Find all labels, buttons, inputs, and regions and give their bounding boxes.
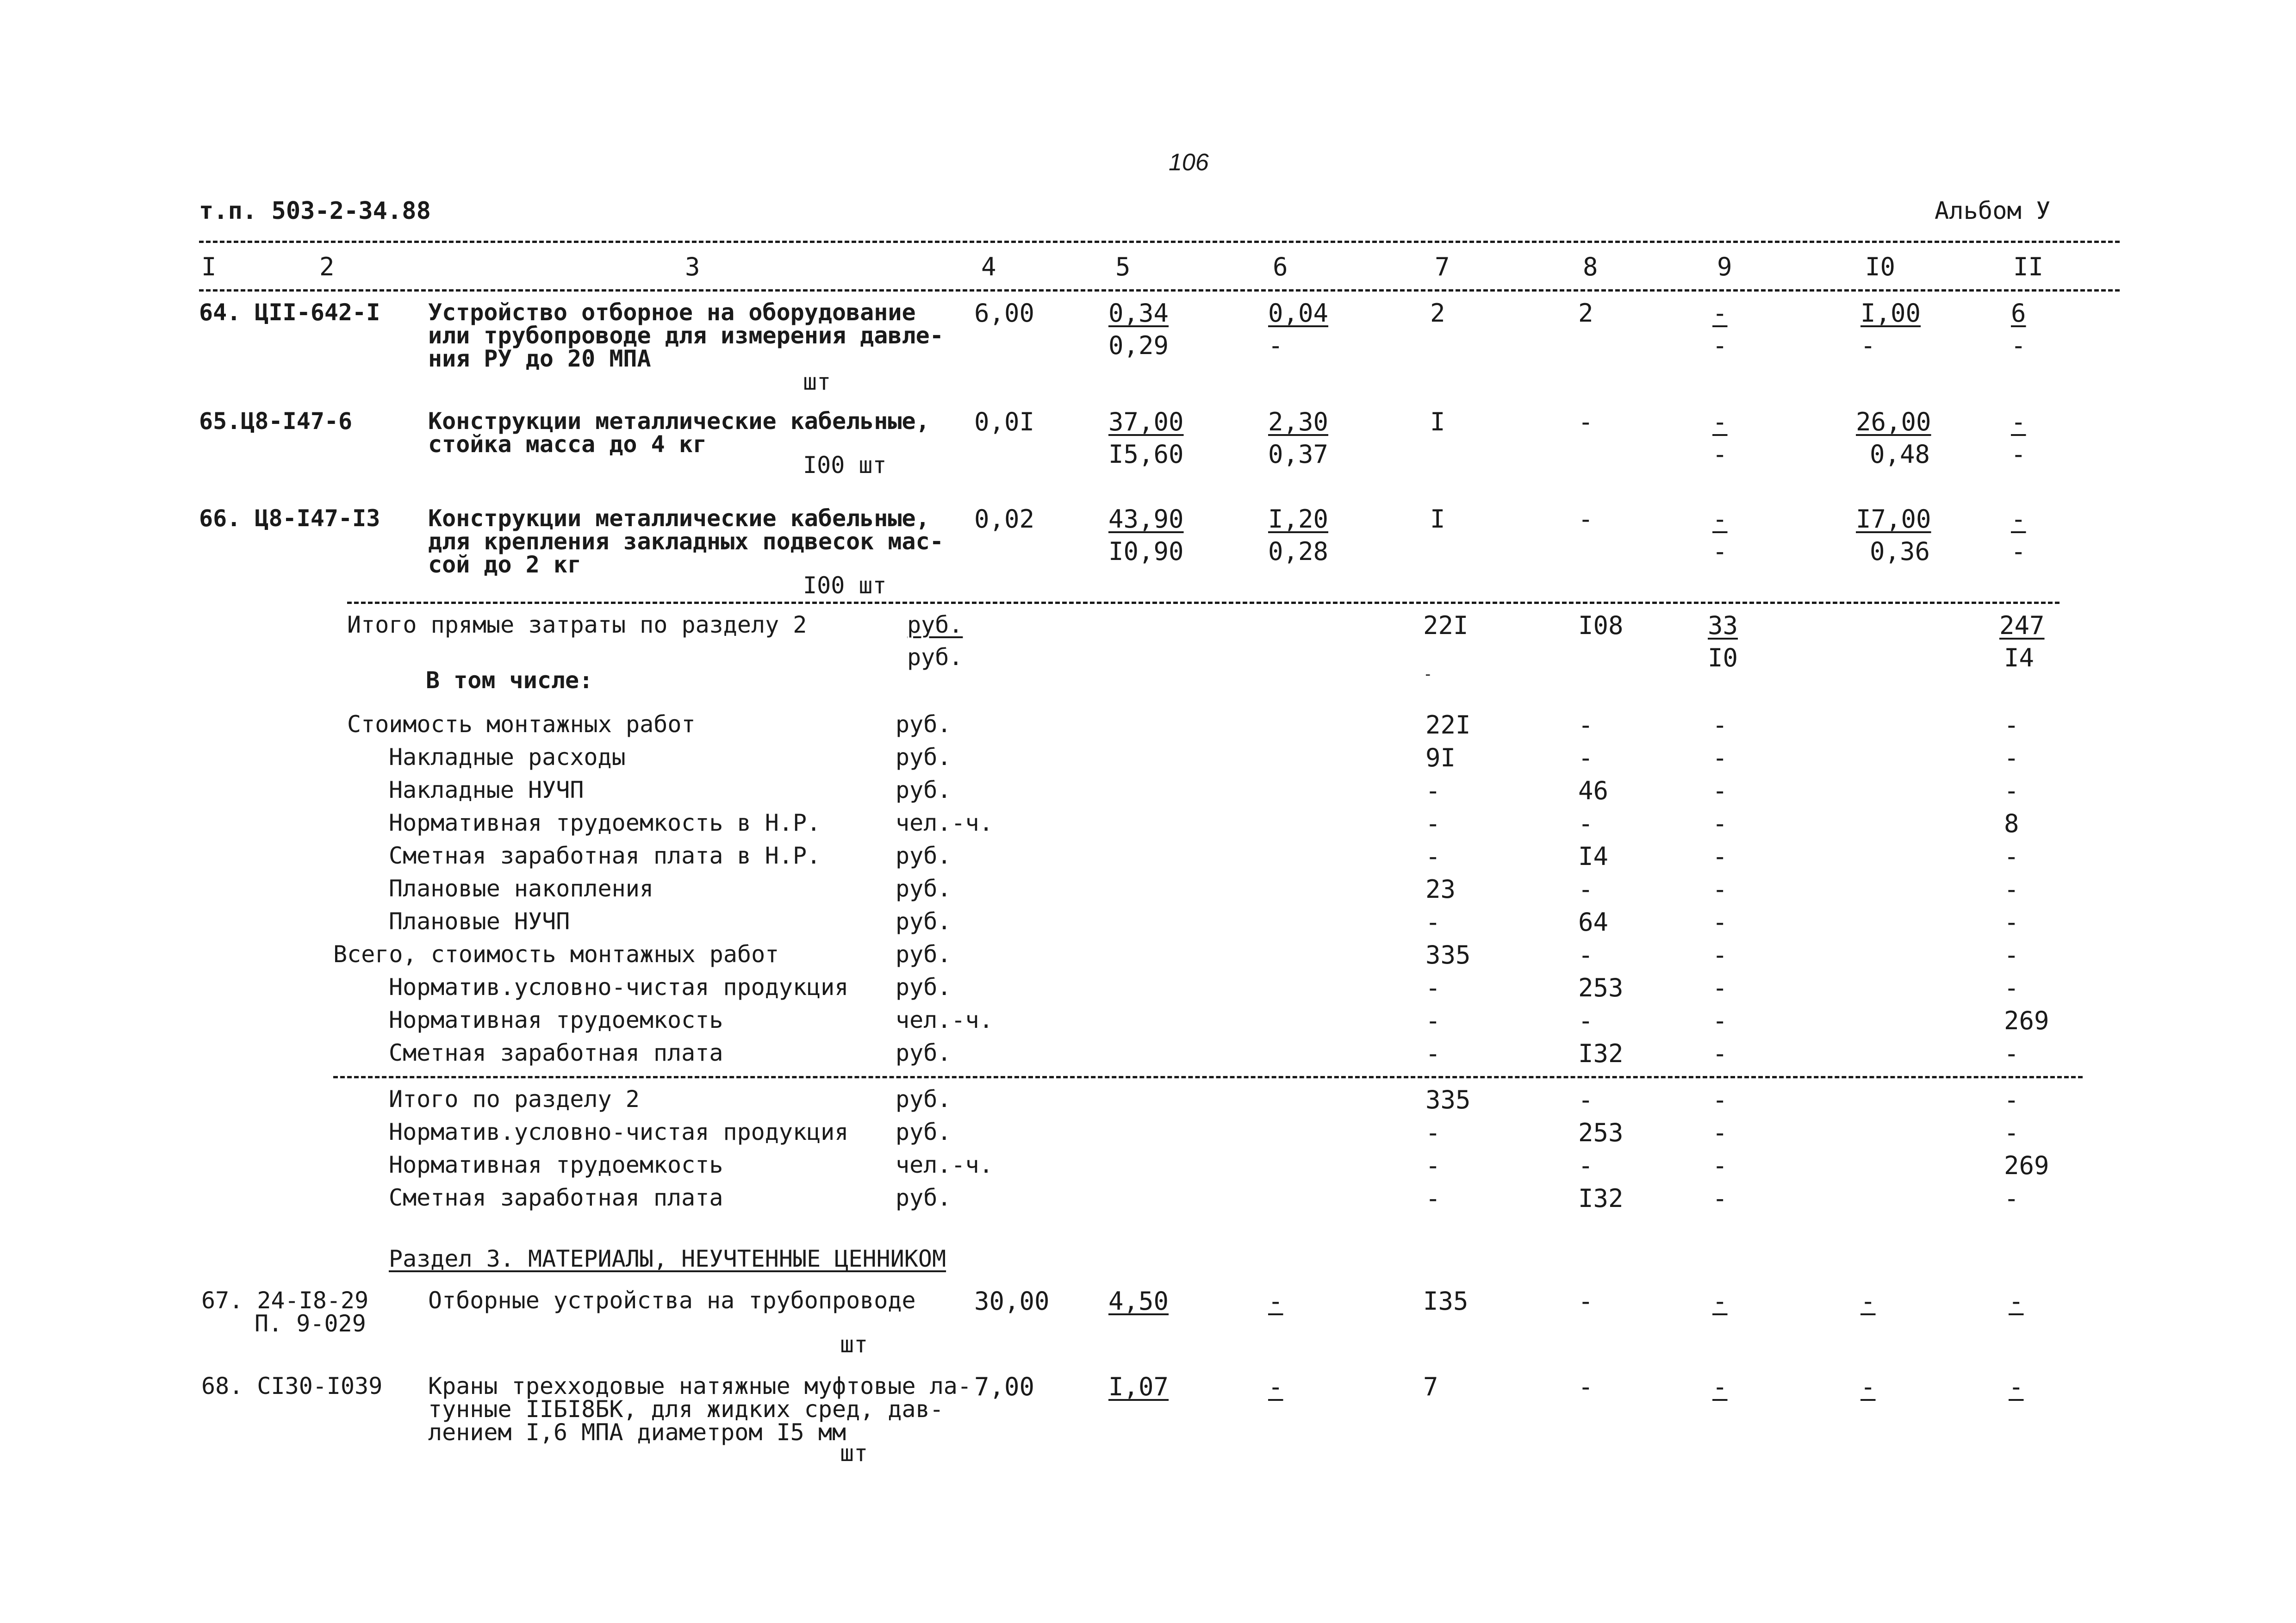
summary-unit: руб. [896, 908, 952, 935]
summary-label: Нормативная трудоемкость [389, 1151, 723, 1178]
summary-col11: - [2004, 1184, 2019, 1213]
summary-col9: - [1712, 940, 1728, 970]
summary-col9: - [1712, 1184, 1728, 1213]
summary-col7: - [1425, 809, 1441, 838]
material-quantity: 30,00 [974, 1287, 1050, 1316]
item-col10-bottom: - [1860, 331, 1876, 360]
summary-col8: 253 [1578, 973, 1624, 1002]
material-col5: 4,50 [1108, 1287, 1169, 1316]
summary-col7: 22I [1425, 710, 1471, 740]
material-col10: - [1860, 1287, 1876, 1316]
item-col9-bottom: - [1712, 440, 1728, 469]
summary-col11: - [2004, 875, 2019, 904]
totals-col9-bottom: I0 [1708, 643, 1738, 672]
totals-unit-bottom: руб. [907, 644, 963, 671]
document-code: т.п. 503-2-34.88 [199, 197, 431, 225]
totals-col11-bottom: I4 [2004, 643, 2035, 672]
item-unit: I00 шт [803, 572, 887, 599]
summary-col9: - [1712, 809, 1728, 838]
item-quantity: 0,0I [974, 407, 1035, 436]
summary-col11: - [2004, 776, 2019, 805]
item-col8: - [1578, 407, 1593, 436]
summary-col7: - [1425, 1006, 1441, 1035]
col-header-8: 8 [1583, 252, 1598, 281]
col-header-7: 7 [1435, 252, 1450, 281]
totals-unit-top: руб. [907, 611, 963, 638]
item-description: ния РУ до 20 МПА [428, 345, 651, 372]
material-col8: - [1578, 1372, 1593, 1401]
summary-col7: 335 [1425, 940, 1471, 970]
item-col8: 2 [1578, 298, 1593, 328]
summary-col8: I4 [1578, 842, 1609, 871]
summary-col11: - [2004, 842, 2019, 871]
summary-col9: - [1712, 743, 1728, 772]
item-col10-top: I7,00 [1856, 504, 1931, 534]
summary-col11: - [2004, 1085, 2019, 1114]
summary-label: Сметная заработная плата в Н.Р. [389, 842, 821, 869]
item-col5-bottom: I0,90 [1108, 537, 1184, 566]
material-col5: I,07 [1108, 1372, 1169, 1401]
item-col9-top: - [1712, 407, 1728, 436]
summary-col9: - [1712, 1118, 1728, 1147]
item-col5-top: 37,00 [1108, 407, 1184, 436]
summary-col7: - [1425, 973, 1441, 1002]
summary-label: Нормативная трудоемкость в Н.Р. [389, 809, 821, 836]
summary-col11: - [2004, 743, 2019, 772]
summary-unit: чел.-ч. [896, 1007, 993, 1033]
material-code: П. 9-029 [255, 1310, 366, 1337]
totals-col7-bottom: - [1423, 665, 1433, 684]
material-col10: - [1860, 1372, 1876, 1401]
material-col6: - [1268, 1287, 1283, 1316]
material-quantity: 7,00 [974, 1372, 1035, 1401]
item-col9-bottom: - [1712, 331, 1728, 360]
item-col10-top: 26,00 [1856, 407, 1931, 436]
summary-col8: - [1578, 1085, 1593, 1114]
col-header-11: II [2013, 252, 2044, 281]
summary-col7: - [1425, 776, 1441, 805]
summary-label: Сметная заработная плата [389, 1039, 723, 1066]
item-code: 64. ЦII-642-I [199, 299, 380, 326]
summary-col11: - [2004, 710, 2019, 740]
item-unit: I00 шт [803, 452, 887, 479]
summary-col8: - [1578, 1006, 1593, 1035]
item-col10-top: I,00 [1860, 298, 1921, 328]
item-col11-bottom: - [2011, 440, 2026, 469]
col-header-10: I0 [1865, 252, 1896, 281]
material-description: Отборные устройства на трубопроводе [428, 1287, 916, 1314]
item-col7: 2 [1430, 298, 1445, 328]
summary-col7: - [1425, 1151, 1441, 1180]
summary-col8: - [1578, 743, 1593, 772]
item-col9-top: - [1712, 504, 1728, 534]
summary-col8: - [1578, 809, 1593, 838]
item-code: 66. Ц8-I47-I3 [199, 505, 380, 532]
material-description: тунные IIБI8БК, для жидких сред, дав- [428, 1396, 944, 1423]
summary-col7: 9I [1425, 743, 1456, 772]
album-label: Альбом У [1935, 197, 2051, 225]
item-col7: I [1430, 407, 1445, 436]
totals-col7: 22I [1423, 611, 1468, 640]
totals-col11-top: 247 [1999, 611, 2045, 640]
summary-col8: I32 [1578, 1039, 1624, 1068]
item-col6-bottom: - [1268, 331, 1283, 360]
summary-col11: 269 [2004, 1006, 2049, 1035]
material-col8: - [1578, 1287, 1593, 1316]
summary-unit: руб. [896, 974, 952, 1001]
material-description: Краны трехходовые натяжные муфтовые ла- [428, 1373, 971, 1399]
summary-unit: руб. [896, 1184, 952, 1211]
summary-col11: 269 [2004, 1151, 2049, 1180]
summary-col8: 253 [1578, 1118, 1624, 1147]
item-col10-bottom: 0,36 [1870, 537, 1930, 566]
item-col6-top: 0,04 [1268, 298, 1329, 328]
item-col5-top: 0,34 [1108, 298, 1169, 328]
item-col5-bottom: I5,60 [1108, 440, 1184, 469]
item-col7: I [1430, 504, 1445, 534]
including-label: В том числе: [426, 667, 593, 694]
material-col7: I35 [1423, 1287, 1468, 1316]
summary-label: Нормативная трудоемкость [389, 1007, 723, 1033]
col-header-4: 4 [981, 252, 996, 281]
material-unit: шт [840, 1331, 868, 1358]
summary-label: Сметная заработная плата [389, 1184, 723, 1211]
col-header-6: 6 [1273, 252, 1288, 281]
summary-label: Стоимость монтажных работ [347, 711, 696, 738]
section3-title: Раздел 3. МАТЕРИАЛЫ, НЕУЧТЕННЫЕ ЦЕННИКОМ [389, 1245, 946, 1272]
item-description: сой до 2 кг [428, 551, 582, 578]
summary-col9: - [1712, 710, 1728, 740]
summary-col7: - [1425, 908, 1441, 937]
material-unit: шт [840, 1440, 868, 1467]
col-header-2: 2 [319, 252, 335, 281]
summary-col8: - [1578, 875, 1593, 904]
summary-unit: чел.-ч. [896, 1151, 993, 1178]
item-col9-bottom: - [1712, 537, 1728, 566]
header-bottom-rule [199, 289, 2120, 292]
item-col6-top: 2,30 [1268, 407, 1329, 436]
summary-col7: - [1425, 1118, 1441, 1147]
summary-col9: - [1712, 908, 1728, 937]
summary-unit: руб. [896, 1086, 952, 1113]
summary-unit: руб. [896, 744, 952, 771]
totals-label: Итого прямые затраты по разделу 2 [347, 611, 807, 638]
item-col6-bottom: 0,37 [1268, 440, 1329, 469]
summary-label: Норматив.условно-чистая продукция [389, 974, 849, 1001]
summary-col7: 23 [1425, 875, 1456, 904]
item-col5-top: 43,90 [1108, 504, 1184, 534]
summary-col11: 8 [2004, 809, 2019, 838]
summary-col9: - [1712, 875, 1728, 904]
material-description: лением I,6 МПА диаметром I5 мм [428, 1419, 846, 1446]
col-header-5: 5 [1115, 252, 1131, 281]
summary-col9: - [1712, 1006, 1728, 1035]
summary-col8: 64 [1578, 908, 1609, 937]
material-col11: - [2009, 1372, 2024, 1401]
summary-unit: руб. [896, 941, 952, 968]
item-description: стойка масса до 4 кг [428, 431, 707, 458]
summary-col11: - [2004, 1039, 2019, 1068]
summary-col9: - [1712, 1039, 1728, 1068]
col-header-9: 9 [1717, 252, 1732, 281]
summary-label: Всего, стоимость монтажных работ [333, 941, 779, 968]
item-description: Конструкции металлические кабельные, [428, 505, 930, 532]
item-col11-top: 6 [2011, 298, 2026, 328]
item-col11-bottom: - [2011, 331, 2026, 360]
item-description: или трубопроводе для измерения давле- [428, 322, 944, 349]
summary-col8: 46 [1578, 776, 1609, 805]
summary-col9: - [1712, 973, 1728, 1002]
totals-col9-top: 33 [1708, 611, 1738, 640]
summary-unit: руб. [896, 842, 952, 869]
summary-label: Норматив.условно-чистая продукция [389, 1119, 849, 1145]
summary-label: Накладные расходы [389, 744, 626, 771]
header-top-rule [199, 241, 2120, 243]
summary-label: Плановые НУЧП [389, 908, 570, 935]
section-total-rule [333, 1076, 2083, 1078]
item-code: 65.Ц8-I47-6 [199, 408, 353, 435]
item-unit: шт [803, 368, 831, 395]
item-col5-bottom: 0,29 [1108, 331, 1169, 360]
summary-col8: - [1578, 940, 1593, 970]
totals-col8: I08 [1578, 611, 1624, 640]
summary-col7: 335 [1425, 1085, 1471, 1114]
item-col9-top: - [1712, 298, 1728, 328]
item-col11-top: - [2011, 504, 2026, 534]
summary-col9: - [1712, 1151, 1728, 1180]
material-col9: - [1712, 1287, 1728, 1316]
item-col6-bottom: 0,28 [1268, 537, 1329, 566]
item-description: Конструкции металлические кабельные, [428, 408, 930, 435]
item-col11-top: - [2011, 407, 2026, 436]
item-quantity: 6,00 [974, 298, 1035, 328]
summary-col7: - [1425, 1039, 1441, 1068]
summary-unit: руб. [896, 777, 952, 803]
summary-unit: руб. [896, 1119, 952, 1145]
col-header-1: I [201, 252, 217, 281]
summary-col11: - [2004, 973, 2019, 1002]
summary-col9: - [1712, 1085, 1728, 1114]
summary-col7: - [1425, 1184, 1441, 1213]
material-col7: 7 [1423, 1372, 1438, 1401]
material-col6: - [1268, 1372, 1283, 1401]
material-code: 68. СI30-I039 [201, 1373, 383, 1399]
item-col6-top: I,20 [1268, 504, 1329, 534]
item-description: Устройство отборное на оборудование [428, 299, 916, 326]
summary-label: Плановые накопления [389, 875, 653, 902]
summary-col11: - [2004, 1118, 2019, 1147]
item-col10-bottom: 0,48 [1870, 440, 1930, 469]
summary-label: Накладные НУЧП [389, 777, 584, 803]
item-col8: - [1578, 504, 1593, 534]
summary-col7: - [1425, 842, 1441, 871]
summary-col11: - [2004, 908, 2019, 937]
item-col11-bottom: - [2011, 537, 2026, 566]
summary-unit: руб. [896, 875, 952, 902]
summary-label: Итого по разделу 2 [389, 1086, 640, 1113]
material-code: 67. 24-I8-29 [201, 1287, 369, 1314]
summary-col8: - [1578, 1151, 1593, 1180]
item-description: для крепления закладных подвесок мас- [428, 528, 944, 555]
material-col9: - [1712, 1372, 1728, 1401]
summary-unit: чел.-ч. [896, 809, 993, 836]
summary-col9: - [1712, 842, 1728, 871]
material-col11: - [2009, 1287, 2024, 1316]
summary-col9: - [1712, 776, 1728, 805]
col-header-3: 3 [685, 252, 700, 281]
summary-unit: руб. [896, 711, 952, 738]
summary-unit: руб. [896, 1039, 952, 1066]
summary-col8: - [1578, 710, 1593, 740]
item-quantity: 0,02 [974, 504, 1035, 534]
summary-col8: I32 [1578, 1184, 1624, 1213]
summary-col11: - [2004, 940, 2019, 970]
page-number: 106 [1169, 149, 1209, 176]
totals-rule [347, 602, 2060, 604]
